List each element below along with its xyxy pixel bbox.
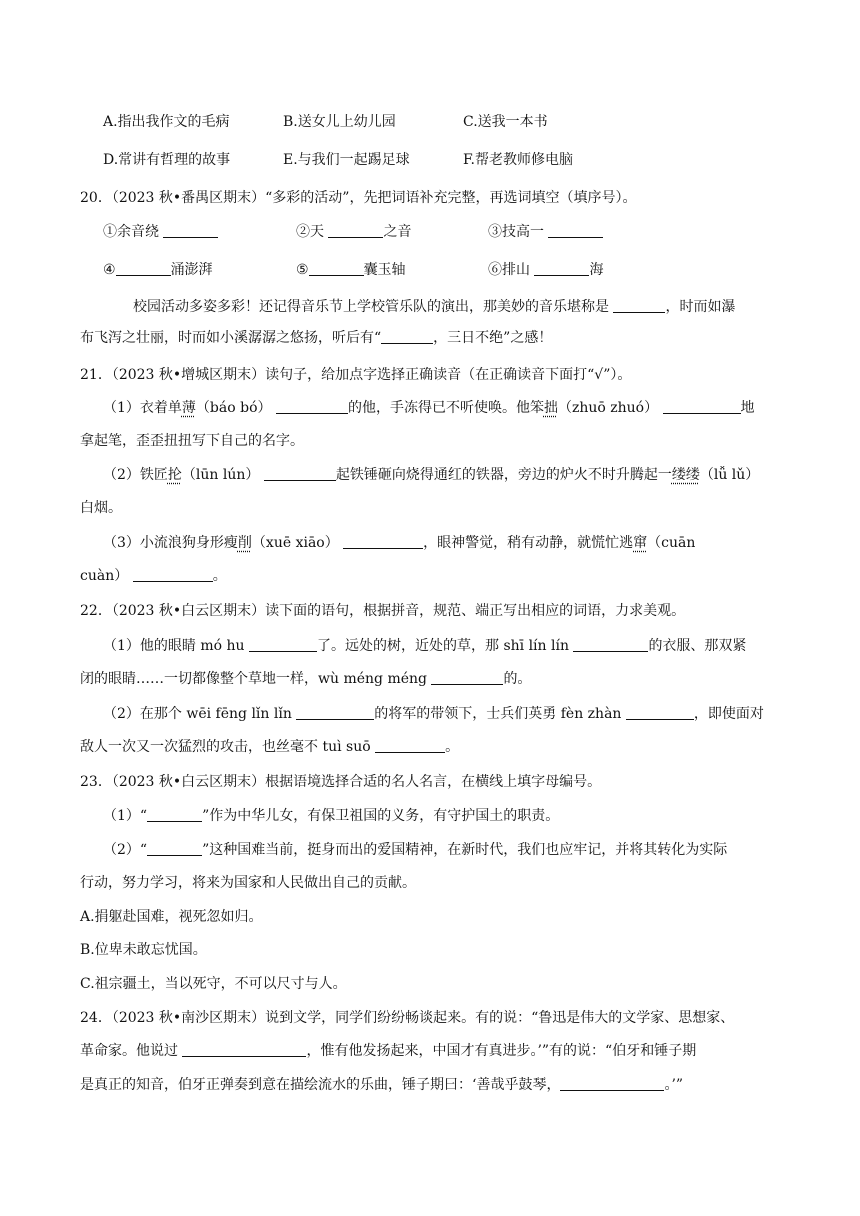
- q20-blank-5: [309, 261, 364, 276]
- q23-option-c: C.祖宗疆土，当以死守，不可以尺寸与人。: [80, 976, 347, 992]
- q23-stem: 23．（2023 秋•白云区期末）根据语境选择合适的名人名言，在横线上填字母编号。: [80, 774, 602, 790]
- q20-paragraph-line-2: 布飞泻之壮丽，时而如小溪潺潺之悠扬，听后有“ ，三日不绝”之感！: [80, 330, 553, 346]
- q23-sentence-2-cont: 行动，努力学习，将来为国家和人民做出自己的贡献。: [80, 875, 416, 891]
- q24-line-2: 革命家。他说过 ，惟有他发扬起来，中国才有真进步。’”有的说：“伯牙和锤子期: [80, 1043, 697, 1059]
- q19-option-f: F.帮老教师修电脑: [463, 152, 573, 168]
- q19-option-e: E.与我们一起踢足球: [283, 152, 410, 168]
- q21-sentence-1: （1）衣着单薄（báo bó） 的他，手冻得已不听使唤。他笨拙（zhuō zhuó） 地: [103, 400, 755, 416]
- q21-sentence-3: （3）小流浪狗身形瘦削（xuē xiāo） ，眼神警觉，稍有动静，就慌忙逃窜（cuān: [103, 535, 696, 551]
- q21-stem: 21．（2023 秋•增城区期末）读句子，给加点字选择正确读音（在正确读音下面打“√”）。: [80, 367, 632, 383]
- q20-paragraph-line-1: 校园活动多姿多彩！还记得音乐节上学校管乐队的演出，那美妙的音乐堪称是 ，时而如瀑: [133, 299, 736, 315]
- q20-para-blank-2: [381, 329, 433, 344]
- q22-stem: 22．（2023 秋•白云区期末）读下面的语句，根据拼音，规范、端正写出相应的词语，力求美观。: [80, 603, 686, 619]
- q23-sentence-2: （2）“ ”这种国难当前，挺身而出的爱国精神，在新时代，我们也应牢记，并将其转化为实际: [103, 842, 728, 858]
- q20-blank-3: [548, 223, 603, 238]
- q19-option-b: B.送女儿上幼儿园: [283, 114, 396, 130]
- q21-sentence-3-cont: cuàn） 。: [80, 568, 227, 584]
- q24-line-3: 是真正的知音，伯牙正弹奏到意在描绘流水的乐曲，锤子期曰：‘善哉乎鼓琴， 。’”: [80, 1077, 684, 1093]
- q21-sentence-1-cont: 拿起笔，歪歪扭扭写下自己的名字。: [80, 433, 304, 449]
- q20-stem: 20．（2023 秋•番禺区期末）“多彩的活动”，先把词语补充完整，再选词填空（填序号）。: [80, 190, 637, 206]
- q21-sentence-2-cont: 白烟。: [80, 500, 122, 516]
- q20-blank-2: [328, 223, 383, 238]
- q20-word-1: ①余音绕: [103, 222, 218, 242]
- q20-word-4: ④ 涌澎湃: [103, 262, 213, 278]
- q22-sentence-1-cont: 闭的眼睛……一切都像整个草地一样，wù méng méng 的。: [80, 671, 532, 687]
- q21-sentence-2: （2）铁匠抡（lūn lún） 起铁锤砸向烧得通红的铁器，旁边的炉火不时升腾起一缕缕（lǚ lǔ）: [103, 467, 760, 483]
- q20-word-2: ②天 之音: [296, 224, 412, 240]
- q20-blank-4: [116, 261, 171, 276]
- q19-option-a: A.指出我作文的毛病: [103, 114, 230, 130]
- q22-sentence-2-cont: 敌人一次又一次猛烈的攻击，也丝毫不 tuì suō 。: [80, 739, 460, 755]
- q20-word-5: ⑤ 囊玉轴: [296, 262, 406, 278]
- q20-blank-1: [163, 223, 218, 238]
- q22-sentence-1: （1）他的眼睛 mó hu 了。远处的树，近处的草，那 shī lín lín 的衣服、那双紧: [103, 638, 747, 654]
- q23-sentence-1: （1）“ ”作为中华儿女，有保卫祖国的义务，有守护国土的职责。: [103, 808, 560, 824]
- q19-option-d: D.常讲有哲理的故事: [103, 152, 231, 168]
- q20-word-3: ③技高一: [488, 222, 603, 242]
- q20-blank-6: [534, 261, 589, 276]
- q23-option-a: A.捐躯赴国难，视死忽如归。: [80, 909, 263, 925]
- q20-word-6: ⑥排山 海: [488, 262, 604, 278]
- q23-option-b: B.位卑未敢忘忧国。: [80, 942, 207, 958]
- q24-line-1: 24．（2023 秋•南沙区期末）说到文学，同学们纷纷畅谈起来。有的说：“鲁迅是伟大的文学家、思想家、: [80, 1010, 735, 1026]
- q22-sentence-2: （2）在那个 wēi fēng lǐn lǐn 的将军的带领下，士兵们英勇 fèn zhàn ，即使面对: [103, 706, 764, 722]
- q19-option-c: C.送我一本书: [463, 114, 548, 130]
- q20-para-blank-1: [613, 298, 665, 313]
